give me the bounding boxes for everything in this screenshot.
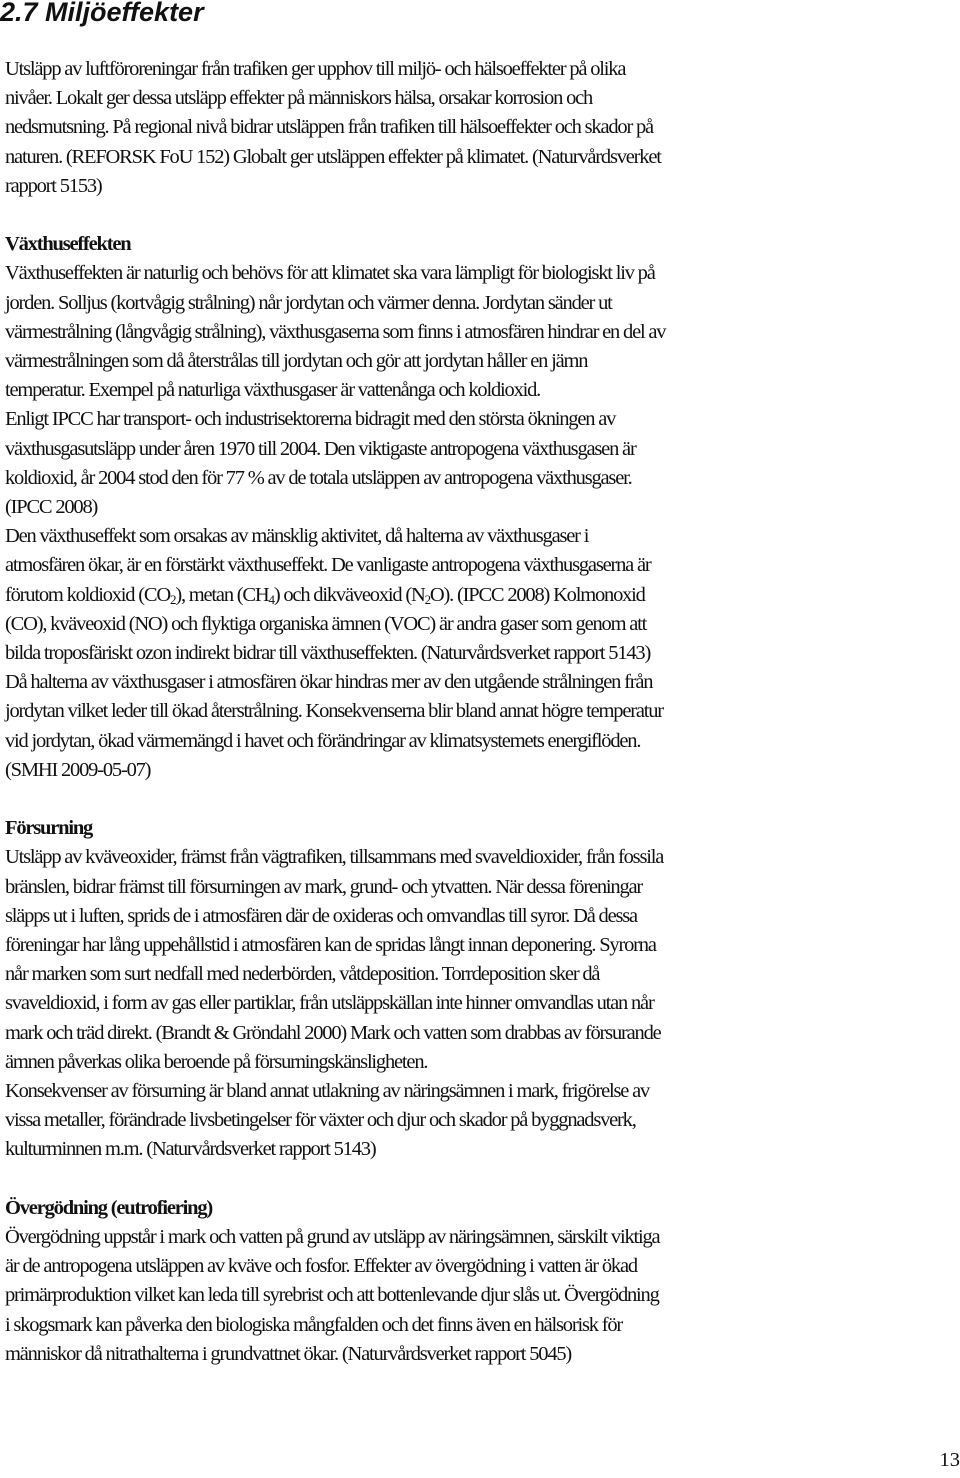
text-line: kulturminnen m.m. (Naturvårdsverket rapport 5143) <box>5 1138 376 1161</box>
formula-text: ) och dikväveoxid (N <box>273 583 425 606</box>
text-line: Växthuseffekten är naturlig och behövs för att klimatet ska vara lämpligt för biologiskt liv på <box>5 262 655 285</box>
text-line: värmestrålningen som då återstrålas till jordytan och gör att jordytan håller en jämn <box>5 350 588 373</box>
text-line: mark och träd direkt. (Brandt & Gröndahl 2000) Mark och vatten som drabbas av försurande <box>5 1021 661 1044</box>
text-line: ämnen påverkas olika beroende på försurningskänsligheten. <box>5 1050 428 1073</box>
text-line: Utsläpp av luftföroreningar från trafiken ger upphov till miljö- och hälsoeffekter på olika <box>5 58 626 80</box>
text-line: bränslen, bidrar främst till försurningen av mark, grund- och ytvatten. När dessa föreningar <box>5 875 643 898</box>
text-line: primärproduktion vilket kan leda till syrebrist och att bottenlevande djur slås ut. Övergödning <box>5 1284 659 1307</box>
text-line: nivåer. Lokalt ger dessa utsläpp effekter på människors hälsa, orsakar korrosion och <box>5 87 593 110</box>
subscript: 4 <box>268 591 274 607</box>
text-line: vid jordytan, ökad värmemängd i havet och förändringar av klimatsystemets energiflöden. <box>5 729 641 752</box>
text-line: Utsläpp av kväveoxider, främst från vägtrafiken, tillsammans med svaveldioxider, från fossila <box>5 846 664 869</box>
text-line: Enligt IPCC har transport- och industrisektorerna bidragit med den största ökningen av <box>5 408 616 431</box>
formula-text: ), metan (CH <box>175 583 269 606</box>
acidification-section <box>5 814 959 1164</box>
spacer <box>5 1165 959 1194</box>
text-line: rapport 5153) <box>5 174 102 197</box>
text-line: bilda troposfäriskt ozon indirekt bidrar till växthuseffekten. (Naturvårdsverket rapport 5143) <box>5 642 651 665</box>
formula-line <box>5 581 959 610</box>
text-line: koldioxid, år 2004 stod den för 77 % av de totala utsläppen av antropogena växthusgaser. <box>5 466 632 489</box>
spacer <box>5 785 959 814</box>
text-line: Konsekvenser av försurning är bland annat utlakning av näringsämnen i mark, frigörelse av <box>5 1080 650 1103</box>
subscript: 2 <box>424 591 430 607</box>
spacer <box>5 201 959 230</box>
greenhouse-section <box>5 230 959 785</box>
text-line: (CO), kväveoxid (NO) och flyktiga organiska ämnen (VOC) är andra gaser som genom att <box>5 612 647 635</box>
text-line: är de antropogena utsläppen av kväve och fosfor. Effekter av övergödning i vatten är ökad <box>5 1255 637 1278</box>
intro-paragraph <box>5 55 959 201</box>
document-body <box>5 55 959 1369</box>
greenhouse-heading: Växthuseffekten <box>5 233 131 256</box>
text-line: vissa metaller, förändrade livsbetingelser för växter och djur och skador på byggnadsverk, <box>5 1109 636 1132</box>
text-line: släpps ut i luften, sprids de i atmosfären där de oxideras och omvandlas till syror. Då dessa <box>5 904 637 927</box>
text-line: temperatur. Exempel på naturliga växthusgaser är vattenånga och koldioxid. <box>5 379 541 402</box>
text-line: Den växthuseffekt som orsakas av mänsklig aktivitet, då halterna av växthusgaser i <box>5 525 589 548</box>
text-line: Då halterna av växthusgaser i atmosfären ökar hindras mer av den utgående strålningen från <box>5 671 653 694</box>
page-number: 13 <box>939 1449 960 1471</box>
text-line: växthusgasutsläpp under åren 1970 till 2004. Den viktigaste antropogena växthusgasen är <box>5 437 636 460</box>
text-line: naturen. (REFORSK FoU 152) Globalt ger utsläppen effekter på klimatet. (Naturvårdsverket <box>5 145 661 168</box>
text-line: jorden. Solljus (kortvågig strålning) når jordytan och värmer denna. Jordytan sänder ut <box>5 291 612 314</box>
eutrophication-heading: Övergödning (eutrofiering) <box>5 1196 212 1219</box>
text-line: människor då nitrathalterna i grundvattnet ökar. (Naturvårdsverket rapport 5045) <box>5 1342 572 1365</box>
text-line: i skogsmark kan påverka den biologiska mångfalden och det finns även en hälsorisk för <box>5 1313 623 1336</box>
text-line: når marken som surt nedfall med nederbörden, våtdeposition. Torrdeposition sker då <box>5 963 600 986</box>
acidification-heading: Försurning <box>5 817 93 840</box>
section-heading: 2.7 Miljöeffekter <box>0 0 204 27</box>
text-line: (SMHI 2009-05-07) <box>5 758 151 781</box>
text-line: svaveldioxid, i form av gas eller partiklar, från utsläppskällan inte hinner omvandlas utan når <box>5 992 654 1015</box>
text-line: Övergödning uppstår i mark och vatten på grund av utsläpp av näringsämnen, särskilt viktiga <box>5 1226 660 1249</box>
text-line: värmestrålning (långvågig strålning), växthusgaserna som finns i atmosfären hindrar en del av <box>5 320 666 343</box>
subscript: 2 <box>170 591 176 607</box>
text-line: nedsmutsning. På regional nivå bidrar utsläppen från trafiken till hälsoeffekter och skador på <box>5 116 653 139</box>
text-line: föreningar har lång uppehållstid i atmosfären kan de spridas långt innan deponering. Syrorna <box>5 934 656 957</box>
text-line: atmosfären ökar, är en förstärkt växthuseffekt. De vanligaste antropogena växthusgaserna är <box>5 554 651 577</box>
formula-text: O). (IPCC 2008) Kolmonoxid <box>429 583 645 606</box>
eutrophication-section <box>5 1194 959 1369</box>
formula-text: förutom koldioxid (CO <box>5 583 170 606</box>
text-line: (IPCC 2008) <box>5 496 98 519</box>
text-line: jordytan vilket leder till ökad återstrålning. Konsekvenserna blir bland annat högre temperatur <box>5 700 663 723</box>
